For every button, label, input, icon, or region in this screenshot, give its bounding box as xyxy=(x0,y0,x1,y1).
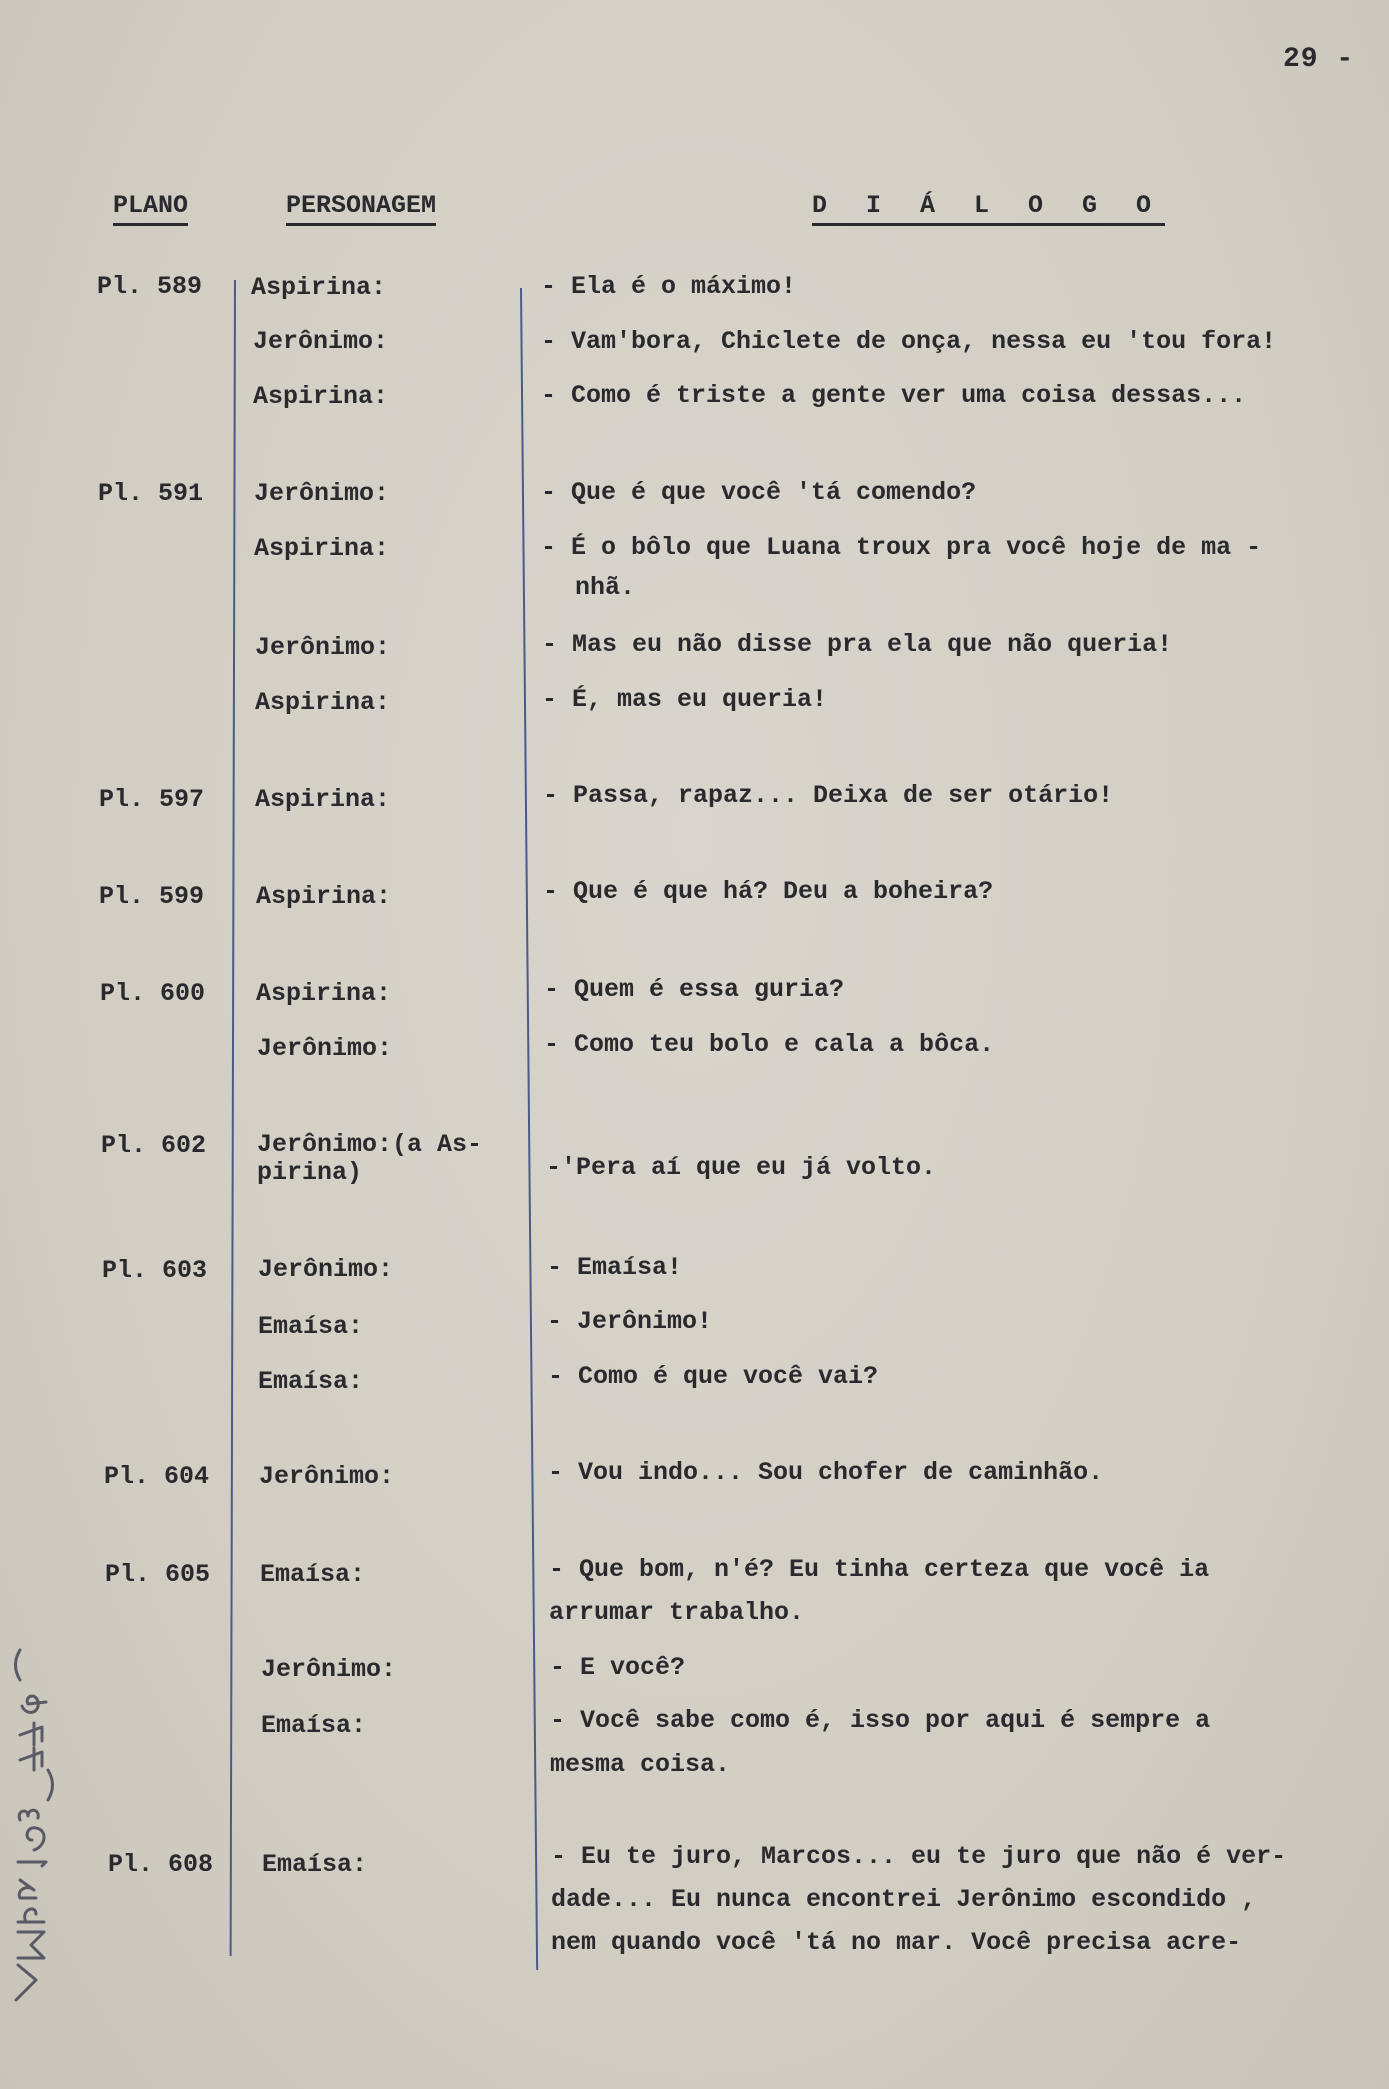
dialogue-line: mesma coisa. xyxy=(550,1750,731,1779)
plano-number: Pl. 608 xyxy=(108,1850,214,1879)
character-name: Aspirina: xyxy=(254,534,390,563)
dialogue-line: - Mas eu não disse pra ela que não queria! xyxy=(542,630,1173,659)
plano-number: Pl. 603 xyxy=(102,1256,208,1285)
plano-number: Pl. 604 xyxy=(104,1462,210,1491)
character-name: Jerônimo: xyxy=(253,327,389,356)
dialogue-line: - É o bôlo que Luana troux pra você hoje de ma - xyxy=(541,533,1262,562)
dialogue-line: - Que é que você 'tá comendo? xyxy=(541,478,977,507)
plano-number: Pl. 602 xyxy=(101,1131,207,1160)
character-name-continued: pirina) xyxy=(257,1158,363,1187)
character-name: Emaísa: xyxy=(258,1312,364,1341)
header-plano: PLANO xyxy=(113,190,188,226)
character-name: Aspirina: xyxy=(256,882,392,911)
character-name: Emaísa: xyxy=(262,1850,368,1879)
character-name: Emaísa: xyxy=(260,1560,366,1589)
character-name: Jerônimo: xyxy=(254,479,390,508)
handwritten-archive-note xyxy=(6,1640,66,2010)
character-name: Jerônimo: xyxy=(257,1034,393,1063)
character-name: Aspirina: xyxy=(255,785,391,814)
dialogue-line: - Emaísa! xyxy=(547,1253,683,1282)
character-name: Jerônimo: xyxy=(259,1462,395,1491)
plano-number: Pl. 599 xyxy=(99,882,205,911)
dialogue-line: - Passa, rapaz... Deixa de ser otário! xyxy=(543,781,1114,810)
plano-number: Pl. 591 xyxy=(98,479,204,508)
character-name: Jerônimo: xyxy=(255,633,391,662)
dialogue-line: - E você? xyxy=(550,1653,686,1682)
dialogue-line: - Como é que você vai? xyxy=(548,1362,879,1391)
dialogue-line: arrumar trabalho. xyxy=(549,1598,805,1627)
dialogue-line: dade... Eu nunca encontrei Jerônimo escondido , xyxy=(551,1885,1257,1914)
character-name: Jerônimo:(a As- xyxy=(257,1130,483,1159)
plano-number: Pl. 600 xyxy=(100,979,206,1008)
dialogue-line: nem quando você 'tá no mar. Você precisa acre- xyxy=(551,1928,1242,1957)
dialogue-line: - Como teu bolo e cala a bôca. xyxy=(544,1030,995,1059)
plano-number: Pl. 605 xyxy=(105,1560,211,1589)
dialogue-line: - Que bom, n'é? Eu tinha certeza que você ia xyxy=(549,1555,1210,1584)
dialogue-line: - Eu te juro, Marcos... eu te juro que não é ver- xyxy=(551,1842,1287,1871)
dialogue-line: - Vou indo... Sou chofer de caminhão. xyxy=(548,1458,1104,1487)
dialogue-line: - Jerônimo! xyxy=(547,1307,713,1336)
dialogue-line: -'Pera aí que eu já volto. xyxy=(546,1153,937,1182)
dialogue-line: nhã. xyxy=(575,573,636,602)
dialogue-line: - É, mas eu queria! xyxy=(542,685,828,714)
character-name: Jerônimo: xyxy=(261,1655,397,1684)
character-name: Emaísa: xyxy=(261,1711,367,1740)
character-name: Jerônimo: xyxy=(258,1255,394,1284)
character-name: Aspirina: xyxy=(255,688,391,717)
dialogue-line: - Ela é o máximo! xyxy=(541,272,797,301)
character-name: Aspirina: xyxy=(253,382,389,411)
page-number: 29 - xyxy=(1283,44,1355,75)
plano-number: Pl. 589 xyxy=(97,272,203,301)
plano-number: Pl. 597 xyxy=(99,785,205,814)
dialogue-line: - Como é triste a gente ver uma coisa dessas... xyxy=(541,381,1247,410)
dialogue-line: - Quem é essa guria? xyxy=(544,975,845,1004)
dialogue-line: - Você sabe como é, isso por aqui é sempre a xyxy=(550,1706,1211,1735)
header-personagem: PERSONAGEM xyxy=(286,190,436,226)
dialogue-line: - Que é que há? Deu a boheira? xyxy=(543,877,994,906)
header-dialogo: D I Á L O G O xyxy=(812,190,1165,226)
character-name: Aspirina: xyxy=(251,273,387,302)
character-name: Aspirina: xyxy=(256,979,392,1008)
dialogue-line: - Vam'bora, Chiclete de onça, nessa eu 'tou fora! xyxy=(541,327,1277,356)
character-name: Emaísa: xyxy=(258,1367,364,1396)
